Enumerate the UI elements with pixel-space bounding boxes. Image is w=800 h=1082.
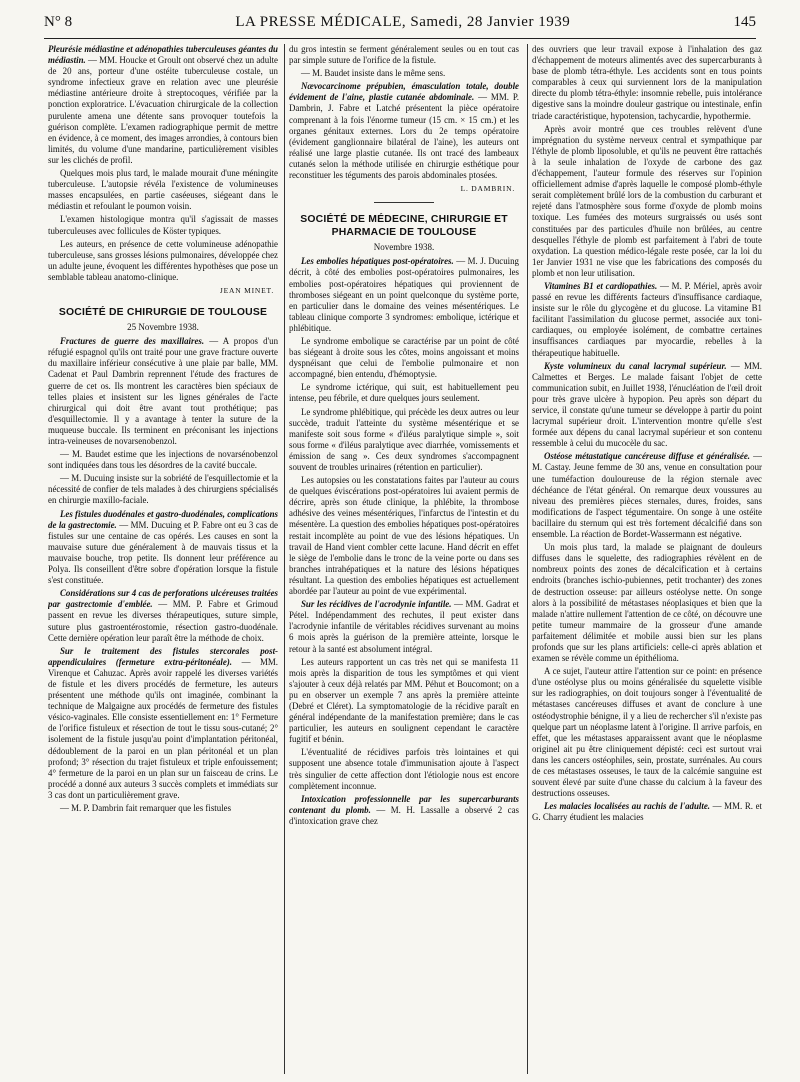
article-body: — MM. Virenque et Cahuzac. Après avoir rappelé les diverses variétés de fistule et les divers procédés de fermeture, les auteurs présentent une méthode qu'ils ont imaginée, combinant la technique de Malgaigne aux procédés de fermeture des fistules vésico-vaginales. Elle consiste essentiellement en: 1° Fermeture de l'orifice fistuleux et résection de tout le tissu sous-cutané; 2° isolement de la fistule jusqu'au point d'implantation péritonéal, dédoublement de la paroi en un plan péritonéal et un plan profond; 3° résection du trajet fistuleux et triple enfouissement; 4° fermeture de la paroi en un plan sur un faisceau de crins. Le procédé a donné aux auteurs 3 succès complets et immédiats sur 3 cas dont un particulièrement grave. <box>48 656 278 800</box>
article-body: — MM. P. Dambrin, J. Fabre et Latché présentent la pièce opératoire comprenant à la fois l'énorme tumeur (15 cm. × 15 cm.) et les organes génitaux externes. Lors du 2e temps opératoire (évidement ganglionnaire bilatéral de l'aine), les auteurs ont réalisé une large plastie cutanée. Ils ont tracé des lambeaux cutanés selon la méthode utilisée en chirurgie esthétique pour reconstituer les téguments des parois abdominales ptosées. <box>289 92 519 181</box>
author-signature: L. DAMBRIN. <box>460 184 515 194</box>
section-separator <box>374 202 434 203</box>
article-body: — M. H. Lassalle a observé 2 cas d'intoxication grave chez <box>289 804 519 826</box>
article-title: Considérations sur 4 cas de perforations ulcéreuses traitées par gastrectomie d'emblée. <box>48 588 278 610</box>
article-fistules <box>48 509 278 587</box>
paragraph: — M. P. Dambrin fait remarquer que les fistules <box>60 803 232 813</box>
article-title: Les malacies localisées au rachis de l'adulte. <box>544 801 710 812</box>
header-rule <box>44 38 756 39</box>
article-title: Intoxication professionnelle par les supercarburants contenant du plomb. <box>289 793 519 815</box>
article-kyste <box>532 361 762 450</box>
paragraph: — M. Ducuing insiste sur la sobriété de l'esquillectomie et la nécessité de confier de tels malades à des chirurgiens spécialisés en chirurgie maxillo-faciale. <box>48 473 278 506</box>
article-fractures <box>48 336 278 447</box>
article-title: Les fistules duodénales et gastro-duodénales, complications de la gastrectomie. <box>48 508 278 530</box>
session-date: Novembre 1938. <box>373 242 435 253</box>
running-header <box>44 14 756 36</box>
column-left <box>48 44 278 1074</box>
article-title: Sur les récidives de l'acrodynie infantile. <box>301 599 452 610</box>
session-date: 25 Novembre 1938. <box>127 322 199 333</box>
column-right <box>532 44 762 1074</box>
article-title: Ostéose métastatique cancéreuse diffuse et généralisée. <box>544 451 750 462</box>
paragraph: Le syndrome ictérique, qui suit, est habituellement peu intense, peu fébrile, et dure quelques jours seulement. <box>289 382 519 404</box>
article-malacies <box>532 801 762 823</box>
article-body: — M. Castay. Jeune femme de 30 ans, venue en consultation pour une tuméfaction douloureuse de la région sternale avec déchéance de l'état général. On remarque deux voussures au niveau des premières pièces sternales, dures, froides, sans modifications de l'aspect tégumentaire. On songe à une ostéite bacillaire du sternum qui est très fortement décalcifié dans son ensemble. La réaction de Bordet-Wassermann est négative. <box>532 451 762 540</box>
article-body: — MM. Houcke et Groult ont observé chez un adulte de 20 ans, porteur d'une ostéite tuberculeuse costale, un syndrome infectieux grave en relation avec une pleurésie médiastine antérieure droite à streptocoques, vérifiée par la ponction exploratrice. L'évacuation chirurgicale de la collection purulente amena une détente sans provoquer toutefois la guérison complète. L'examen radiographique permit de mettre en évidence, à ce moment, des images arrondies, à contours bien limités, du volume d'une mandarine, particulièrement visibles sur les clichés de profil. <box>48 55 278 165</box>
article-title: Sur le traitement des fistules stercorales post-appendiculaires (fermeture extra-péritonéale). <box>48 645 278 667</box>
article-stercorales <box>48 646 278 801</box>
society-heading: SOCIÉTÉ DE CHIRURGIE DE TOULOUSE <box>58 307 268 319</box>
paragraph: Le syndrome phlébitique, qui précède les deux autres ou leur succède, traduit l'atteinte du système mésentérique et se manifeste soit sous forme « d'iléus paralytique simple », soit sous forme « d'iléus paralytique avec diarrhée, vomissements et émission de sang ». Ces deux syndromes s'accompagnent souvent de troubles urinaires (rétention en particulier). <box>289 406 519 472</box>
article-body: — MM. R. et G. Charry étudient les malacies <box>532 801 762 823</box>
column-middle <box>289 44 519 1074</box>
author-signature: JEAN MINET. <box>219 285 274 295</box>
article-body: — A propos d'un réfugié espagnol qu'ils ont traité pour une grave fracture ouverte du maxillaire inférieur consécutive à une plaie par balle, MM. Cadenat et Paul Dambrin reprennent l'étude des fractures de guerre de cet os. Ils montrent les caractères bien spéciaux de telles plaies et insistent sur les lignes générales de l'acte chirurgical qui doit être avant tout prothétique; pas d'esquillectomie. Il y a avantage à tenter la suture de la muqueuse buccale. Ils terminent en préconisant les injections intra-veineuses de novarsenobenzol. <box>48 336 278 446</box>
article-body: — MM. Gadrat et Pétel. Indépendamment des rechutes, il peut exister dans l'acrodynie infantile de véritables récidives survenant au moins 6 mois après la guérison de la première atteinte, lorsque le retour à la santé est absolument intégral. <box>289 599 519 654</box>
paragraph: Les auteurs, en présence de cette volumineuse adénopathie tuberculeuse, sans grosses lésions pulmonaires, développée chez un adulte jeune, évoquent les différentes hypothèses que pose un semblable tableau anatomo-clinique. <box>48 238 278 282</box>
column-divider <box>284 44 285 1074</box>
article-body: — MM. Ducuing et P. Fabre ont eu 3 cas de fistules sur une centaine de cas opérés. Les causes en sont la mauvaise suture due généralement à de mauvais tissus et la mauvaise bouche, trop petite. Ils donnent leur préférence au Polya. Ils conseillent d'être sobre d'opération lorsque la fistule s'est constituée. <box>48 519 278 586</box>
article-body: — M. J. Ducuing décrit, à côté des embolies post-opératoires pulmonaires, les embolies post-opératoires hépatiques qui proviennent de thromboses siégeant en un point quelconque du système porte, en particulier dans le domaine des veines mésentériques. Le tableau clinique comporte 3 syndromes: embolique, ictérique et phlébitique. <box>289 256 519 333</box>
paragraph: Un mois plus tard, la malade se plaignant de douleurs diffuses dans le squelette, des radiographies révèlent en de nombreux points des zones de décalcification et à certains endroits (branches ischio-pubiennes, petit trochanter) des zones de destruction osseuse: par ailleurs ostéolyse nette. On songe alors à la possibilité de métastases néoplasiques et bien que la malade n'attire nullement l'attention de ce côté, on découvre une petite tumeur mammaire de la grosseur d'une amande parfaitement délimitée et mobile aussi bien sur les plans profonds que sur les plans artificiels: celle-ci après ablation et examen se révèle comme un épithélioma. <box>532 542 762 664</box>
article-title: Vitamines B1 et cardiopathies. <box>544 280 658 291</box>
paragraph: L'examen histologique montra qu'il s'agissait de masses tuberculeuses avec follicules de Köster typiques. <box>48 214 278 236</box>
paragraph: des ouvriers que leur travail expose à l'inhalation des gaz d'échappement de moteurs alimentés avec des supercarburants à base de plomb tétra-éthyle. Les accidents sont en tous points comparables à ceux qui surviennent lors de la manipulation directe du plomb tétra-éthyle: insomnie rebelle, puis intolérance digestive sans la moindre douleur gastrique ou intestinale, enfin triade caractéristique, hypotension, tachycardie, hypothermie. <box>532 44 762 121</box>
paragraph: Après avoir montré que ces troubles relèvent d'une imprégnation du système nerveux central et sympathique par l'éthyle de plomb liposoluble, et qu'ils ne peuvent être rattachés à la seule inhalation de l'oxyde de carbone des gaz d'échappement, l'auteur formule des réserves sur l'opinion officiellement admise d'après laquelle le composé plomb-éthyle serait complètement brûlé lors de la combustion du carburant et rejeté dans l'atmosphère sous forme d'oxyde de plomb moins toxique. Les fumées des moteurs surgraissés ou usés sont constituées par des particules d'huile non brûlées, au centre desquelles l'éthyle de plomb est parfaitement à l'abri de toute oxydation. La question médico-légale reste posée, car la loi du 1er Janvier 1931 ne vise que les fabrications des composés du plomb et non leur utilisation. <box>532 123 762 278</box>
journal-title: LA PRESSE MÉDICALE, Samedi, 28 Janvier 1939 <box>235 14 571 30</box>
article-body: — M. P. Mériel, après avoir passé en revue les différents facteurs d'insuffisance cardiaque, insiste sur le rôle du glycogène et du glucose. La vitamine B1 facilitant l'assimilation du glucose permet, associée aux toni-cardiaques, ou employée isolément, de combattre certaines insuffisances cardiaques par myocardie, rebelles à la thérapeutique habituelle. <box>532 280 762 358</box>
article-body: — MM. Calmettes et Berges. Le malade faisant l'objet de cette communication subit, en Juillet 1938, l'énucléation de l'œil droit pour très grave ulcère à hypopion. Peu après son départ du service, il constate qu'une tumeur se développe à partir du point lacrymal supérieur droit. L'intervention montre qu'elle s'est formée aux dépens du canal lacrymal supérieur et son contenu ressemble à celui du mucocèle du sac. <box>532 360 762 449</box>
article-title: Les embolies hépatiques post-opératoires. <box>301 256 454 267</box>
paragraph: Les autopsies ou les constatations faites par l'auteur au cours de quelques éviscérations post-opératoires lui avaient permis de décrire, après son étude clinique, la phlébite, la thrombose adhésive des veines mésentériques, l'infarctus de l'intestin et du mésentère. La question des embolies hépatiques post-opératoires restait incomplète au point de vue des lésions hépatiques. Un travail de Hand vient combler cette lacune. Hand décrit en effet le siège de l'embolie dans le tronc de la veine porte ou dans ses branches intrahépatiques et la nature des lésions hépatiques résultant. La question des embolies hépatiques est actuellement abordée par l'auteur au point de vue expérimental. <box>289 475 519 597</box>
paragraph: — M. Baudet estime que les injections de novarsénobenzol sont indiquées dans tous les désordres de la cavité buccale. <box>48 449 278 471</box>
article-title: Fractures de guerre des maxillaires. <box>60 336 205 347</box>
paragraph: Quelques mois plus tard, le malade mourait d'une méningite tuberculeuse. L'autopsie révéla l'existence de volumineuses masses encapsulées, en partie caséeuses, siégeant dans le médiastin et refoulant le poumon voisin. <box>48 168 278 212</box>
paragraph: — M. Baudet insiste dans le même sens. <box>301 68 446 79</box>
article-naevocarcinome <box>289 81 519 181</box>
paragraph: Les auteurs rapportent un cas très net qui se manifesta 11 mois après la disparition de tous les symptômes et qui vient s'ajouter à ceux déjà relatés par MM. Péhut et Boucomont; on a pu en observer un exemple 7 ans après la première atteinte (Debré et Cléret). La symptomatologie de la récidive paraît en général indépendante de la manifestation première; dans le cas particulier, les auteurs en soulignent cependant le caractère fugitif et bénin. <box>289 656 519 745</box>
column-divider <box>527 44 528 1074</box>
article-title: Nævocarcinome prépubien, émasculation totale, double évidement de l'aine, plastie cutanée abdominale. <box>289 81 519 103</box>
article-osteose <box>532 451 762 540</box>
article-body: — MM. P. Fabre et Grimoud passent en revue les diverses thérapeutiques, suture simple, suture plus gastroentérostomie, résection gastro-duodénale. Cette dernière opération leur paraît être la méthode de choix. <box>48 599 278 643</box>
columns <box>48 44 763 1074</box>
article-title: Pleurésie médiastine et adénopathies tuberculeuses géantes du médiastin. <box>48 44 278 66</box>
society-heading: SOCIÉTÉ DE MÉDECINE, CHIRURGIE ET PHARMACIE DE TOULOUSE <box>300 214 508 239</box>
article-pleuresie <box>48 44 278 166</box>
page-number: 145 <box>733 14 756 30</box>
paragraph: du gros intestin se ferment généralement seules ou en tout cas par simple suture de l'orifice de la fistule. <box>289 44 519 66</box>
paragraph: L'éventualité de récidives parfois très lointaines et qui supposent une absence totale d'immunisation ajoute à l'aspect très singulier de cette affection dont l'étiologie nous est encore complètement inconnue. <box>289 747 519 791</box>
article-vitamines <box>532 281 762 359</box>
issue-number: N° 8 <box>44 14 73 30</box>
paragraph: Le syndrome embolique se caractérise par un point de côté bas siégeant à droite sous les côtes, moins angoissant et moins dyspnéisant que celui de l'embolie pulmonaire et non accompagné, bien entendu, d'hémoptysie. <box>289 335 519 380</box>
paragraph: A ce sujet, l'auteur attire l'attention sur ce point: en présence d'une ostéolyse plus ou moins généralisée du squelette visible sur les radiographies, on doit toujours songer à l'éventualité de métastases cancéreuses diffuses et avant de conclure à une ostéodystrophie bénigne, il y a lieu de rechercher s'il n'existe pas quelque part un néoplasme latent à l'origine. Il arrive parfois, en effet, que les métastases apparaissent avant que le néoplasme originel ait pu être cliniquement dépisté: ceci est surtout vrai dans les cancers ostéophiles, sein, prostate, surrénales. Au cours de ces métastases osseuses, le taux de la calcémie sanguine est souvent élevé par suite d'une chasse du calcium à la faveur des destructions osseuses. <box>532 666 762 799</box>
article-acrodynie <box>289 599 519 654</box>
article-perforations <box>48 588 278 643</box>
article-embolies <box>289 256 519 334</box>
article-title: Kyste volumineux du canal lacrymal supérieur. <box>544 360 727 371</box>
article-intoxication <box>289 794 519 827</box>
